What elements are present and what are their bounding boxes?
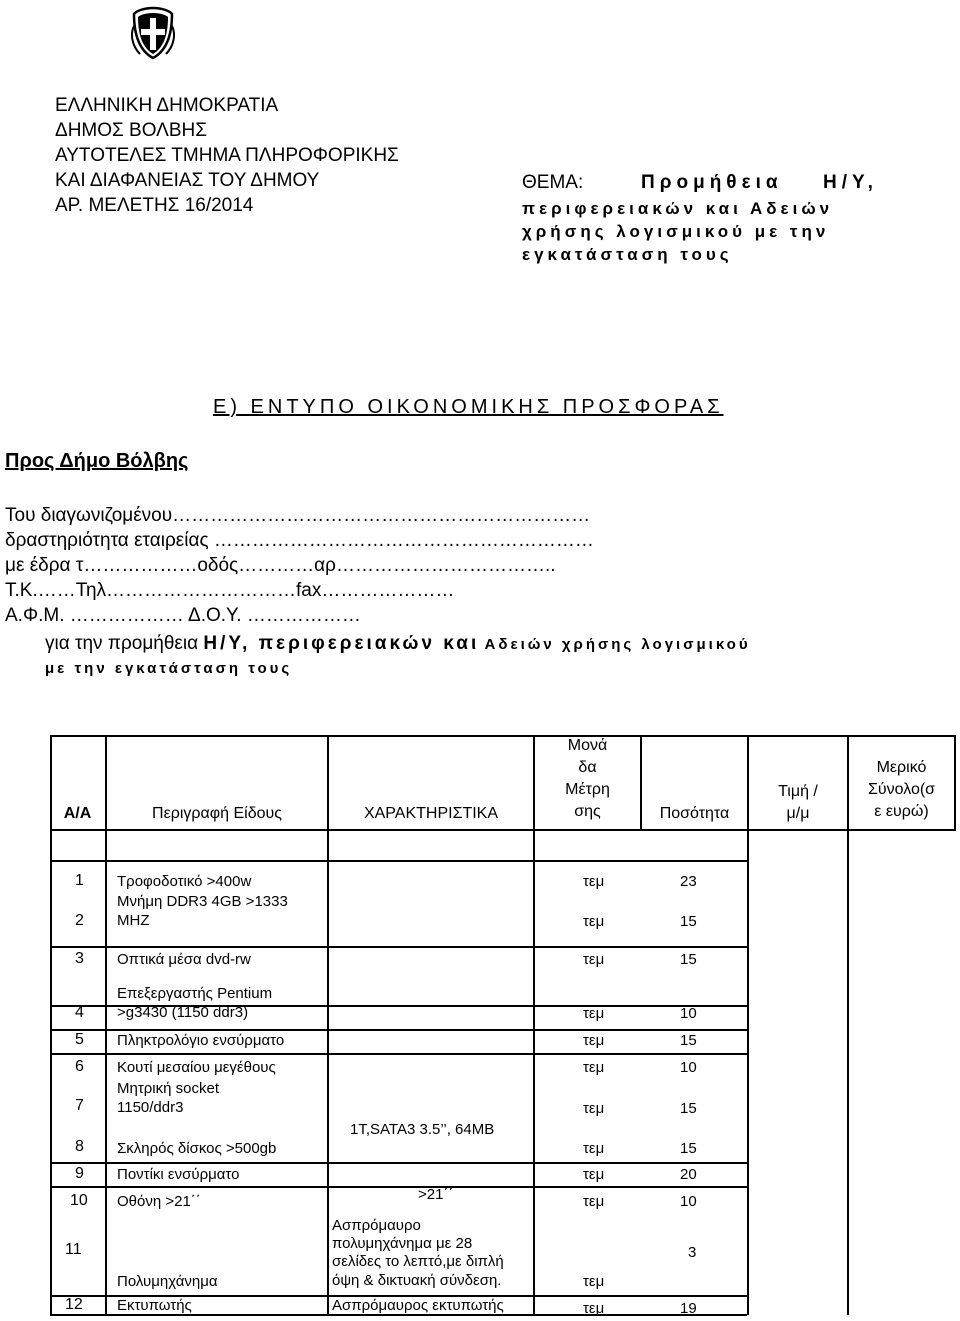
row-description: Κουτί μεσαίου μεγέθους <box>117 1059 276 1076</box>
row-description-cont: >g3430 (1150 ddr3) <box>117 1004 249 1021</box>
row-quantity: 15 <box>680 951 697 968</box>
column-header-subtotal-line: ε ευρώ) <box>874 803 929 820</box>
row-aa: 7 <box>75 1097 84 1114</box>
table-row-border <box>50 1186 747 1188</box>
row-quantity: 15 <box>680 1032 697 1049</box>
column-header-price-line: Τιμή / <box>778 783 818 800</box>
addressee: Προς Δήμο Βόλβης <box>5 450 189 472</box>
column-header-subtotal <box>849 757 954 823</box>
row-description: Μητρική socket <box>117 1080 219 1097</box>
header-line-country: ΕΛΛΗΝΙΚΗ ΔΗΜΟΚΡΑΤΙΑ <box>55 95 279 116</box>
row-description: Επεξεργαστής Pentium <box>117 985 273 1002</box>
header-line-study-number: ΑΡ. ΜΕΛΕΤΗΣ 16/2014 <box>55 195 254 216</box>
header-line-department-cont: ΚΑΙ ΔΙΑΦΑΝΕΙΑΣ ΤΟΥ ΔΗΜΟΥ <box>55 170 320 191</box>
row-quantity: 3 <box>688 1244 697 1261</box>
row-characteristics: >21΄΄ <box>418 1186 454 1203</box>
purpose-line <box>45 633 751 655</box>
table-border-right <box>954 735 956 830</box>
subject-line-2: περιφερειακών και Αδειών <box>522 199 834 218</box>
column-header-price-line: μ/μ <box>786 805 810 822</box>
row-quantity: 15 <box>680 913 697 930</box>
row-characteristics-cont: πολυμηχάνημα με 28 <box>332 1235 473 1252</box>
column-header-unit-line: Μονά <box>567 737 608 754</box>
row-quantity: 15 <box>680 1140 697 1157</box>
row-aa: 9 <box>75 1165 84 1182</box>
row-quantity: 20 <box>680 1166 697 1183</box>
subject-word-procurement: Προμήθεια <box>641 172 783 193</box>
row-aa: 4 <box>75 1004 84 1021</box>
row-aa: 2 <box>75 912 84 929</box>
row-aa: 10 <box>70 1192 88 1209</box>
table-header-bottom <box>50 829 956 831</box>
row-unit: τεμ <box>583 1032 605 1049</box>
row-characteristics: Ασπρόμαυρο <box>332 1217 421 1234</box>
row-unit: τεμ <box>583 1140 605 1157</box>
column-header-unit-price <box>749 781 847 825</box>
row-description: Ποντίκι ενσύρματο <box>117 1166 240 1183</box>
form-line-address: με έδρα τ………………οδός…………αρ…………………………….. <box>5 555 556 576</box>
header-line-municipality: ΔΗΜΟΣ ΒΟΛΒΗΣ <box>55 120 207 141</box>
purpose-spaced-1: Η/Υ, περιφερειακών και <box>203 633 480 654</box>
column-header-unit-line: Μέτρη <box>565 781 610 798</box>
table-row-border <box>50 860 747 862</box>
row-quantity: 23 <box>680 873 697 890</box>
row-aa: 8 <box>75 1138 84 1155</box>
subject-line-4: εγκατάσταση τους <box>522 245 733 264</box>
row-aa: 1 <box>75 872 84 889</box>
row-quantity: 10 <box>680 1005 697 1022</box>
column-header-subtotal-line: Μερικό <box>876 759 927 776</box>
table-row-border <box>50 1162 747 1164</box>
row-quantity: 10 <box>680 1193 697 1210</box>
form-line-tax: Α.Φ.Μ. ……………… Δ.Ο.Υ. ……………… <box>5 605 361 626</box>
row-unit: τεμ <box>583 1273 605 1290</box>
row-description: Οθόνη >21΄΄ <box>117 1193 201 1210</box>
offer-table <box>50 735 956 1315</box>
row-aa: 12 <box>65 1296 83 1313</box>
form-line-bidder: Του διαγωνιζομένου………………………………………………………… <box>5 505 591 526</box>
column-header-unit <box>535 735 640 823</box>
table-row-border <box>50 1053 747 1055</box>
row-unit: τεμ <box>583 873 605 890</box>
table-row-border <box>50 946 747 948</box>
row-unit: τεμ <box>583 1005 605 1022</box>
row-description: Πολυμηχάνημα <box>117 1273 218 1290</box>
row-description: Τροφοδοτικό >400w <box>117 873 252 890</box>
purpose-prefix: για την προμήθεια <box>45 633 199 654</box>
subject-line-3: χρήσης λογισμικού με την <box>522 222 830 241</box>
column-header-unit-line: σης <box>574 803 601 820</box>
row-characteristics: 1T,SATA3 3.5’’, 64MB <box>350 1121 495 1138</box>
form-title: Ε) ΕΝΤΥΠΟ ΟΙΚΟΝΟΜΙΚΗΣ ΠΡΟΣΦΟΡΑΣ <box>213 396 724 418</box>
greek-coat-of-arms-icon <box>130 6 176 60</box>
row-characteristics-cont: όψη & δικτυακή σύνδεση. <box>332 1272 502 1289</box>
row-unit: τεμ <box>583 1300 605 1317</box>
column-header-unit-line: δα <box>578 759 597 776</box>
purpose-spaced-2: Αδειών χρήσης λογισμικού <box>484 636 751 653</box>
header-line-department: ΑΥΤΟΤΕΛΕΣ ΤΜΗΜΑ ΠΛΗΡΟΦΟΡΙΚΗΣ <box>55 145 399 166</box>
row-description: Σκληρός δίσκος >500gb <box>117 1140 277 1157</box>
row-unit: τεμ <box>583 1059 605 1076</box>
row-characteristics-cont: σελίδες το λεπτό,με διπλή <box>332 1253 504 1270</box>
row-description: Μνήμη DDR3 4GB >1333 <box>117 893 288 910</box>
row-description: Οπτικά μέσα dvd-rw <box>117 951 251 968</box>
subject-word-computers: Η/Υ, <box>823 172 878 193</box>
column-header-description: Περιγραφή Είδους <box>152 805 282 822</box>
row-description: Πληκτρολόγιο ενσύρματο <box>117 1032 285 1049</box>
table-border-top <box>50 735 956 737</box>
row-aa: 6 <box>75 1058 84 1075</box>
row-description-cont: MHZ <box>117 912 150 929</box>
row-unit: τεμ <box>583 913 605 930</box>
row-quantity: 15 <box>680 1100 697 1117</box>
row-aa: 5 <box>75 1031 84 1048</box>
row-unit: τεμ <box>583 1166 605 1183</box>
row-aa: 3 <box>75 950 84 967</box>
row-characteristics: Ασπρόμαυρος εκτυπωτής <box>332 1297 504 1314</box>
row-description: Εκτυπωτής <box>117 1297 192 1314</box>
purpose-line-2: με την εγκατάσταση τους <box>45 660 293 677</box>
row-unit: τεμ <box>583 951 605 968</box>
row-aa: 11 <box>65 1241 82 1258</box>
column-header-quantity: Ποσότητα <box>659 805 730 822</box>
row-unit: τεμ <box>583 1100 605 1117</box>
column-header-characteristics: ΧΑΡΑΚΤΗΡΙΣΤΙΚΑ <box>363 805 499 822</box>
column-header-aa: Α/Α <box>63 805 92 822</box>
form-line-activity: δραστηριότητα εταιρείας …………………………………………………… <box>5 530 594 551</box>
column-header-subtotal-line: Σύνολο(σ <box>867 781 936 798</box>
row-quantity: 10 <box>680 1059 697 1076</box>
subject-label: ΘΕΜΑ: <box>522 172 584 193</box>
row-unit: τεμ <box>583 1193 605 1210</box>
row-description-cont: 1150/ddr3 <box>117 1099 184 1116</box>
form-line-phone: Τ.Κ.……Τηλ…………………………fax………………… <box>5 580 455 601</box>
table-row-border <box>50 1029 747 1031</box>
row-quantity: 19 <box>680 1300 697 1317</box>
